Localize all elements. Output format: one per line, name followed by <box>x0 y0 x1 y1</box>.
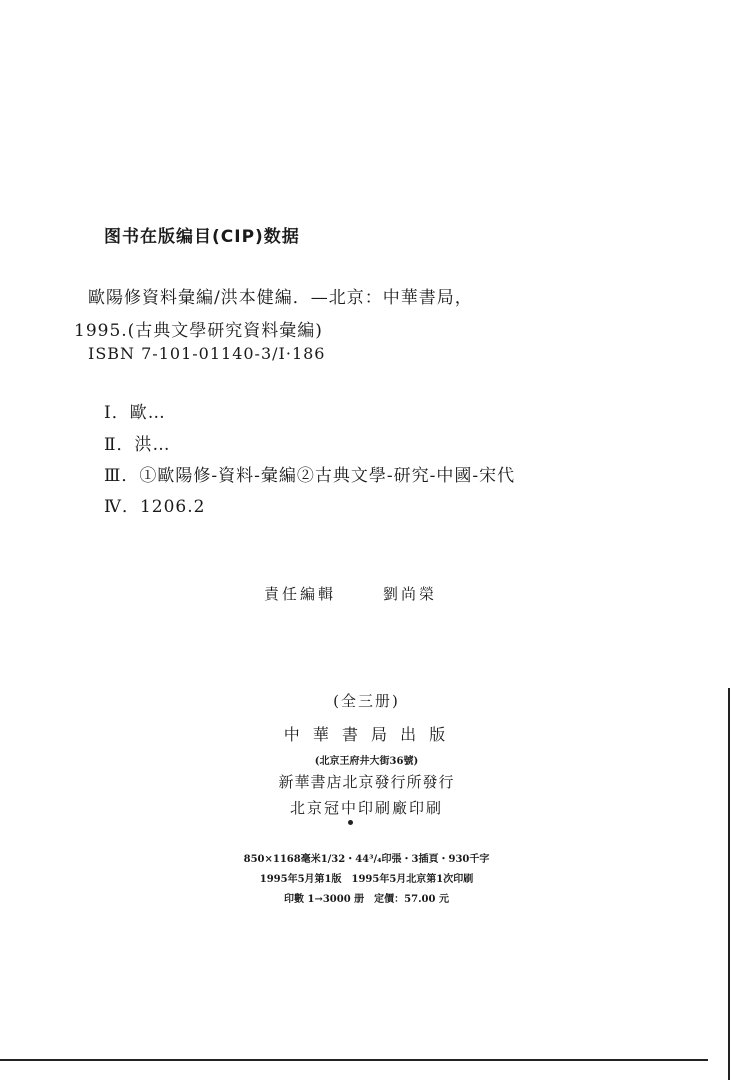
publisher-line: 中 華 書 局 出 版 <box>283 725 450 744</box>
printer-line: 北京冠中印刷廠印刷 <box>289 799 443 817</box>
editor-name: 劉尚榮 <box>383 585 438 603</box>
edition-line: 1995年5月第1版 1995年5月北京第1次印刷 <box>259 874 474 885</box>
print-run-price: 印數 1→3000 册 定價：57.00 元 <box>284 894 449 905</box>
cip-entry-2: Ⅱ．洪… <box>104 435 171 455</box>
separator-dot <box>348 820 353 825</box>
cip-series-line: 1995.(古典文學研究資料彙編) <box>74 321 323 341</box>
cip-entry-4: Ⅳ．1206.2 <box>104 497 206 517</box>
cip-heading: 图书在版编目(CIP)数据 <box>104 227 300 247</box>
scan-edge-line <box>728 688 730 1080</box>
format-specs: 850×1168毫米1/32・44³/₄印張・3插頁・930千字 <box>243 854 490 865</box>
cip-entry-1: Ⅰ．歐… <box>104 403 166 423</box>
publisher-address: (北京王府井大街36號) <box>314 756 419 767</box>
cip-isbn-line: ISBN 7-101-01140-3/I·186 <box>88 344 326 363</box>
distributor-line: 新華書店北京發行所發行 <box>278 773 455 791</box>
bottom-rule <box>0 1059 708 1061</box>
cip-entry-3: Ⅲ．①歐陽修-資料-彙編②古典文學-研究-中國-宋代 <box>104 466 516 486</box>
editor-label: 責任編輯 <box>264 585 337 603</box>
volumes-note: (全三册) <box>333 692 400 710</box>
cip-title-line: 歐陽修資料彙編/洪本健編．—北京：中華書局， <box>88 288 473 308</box>
